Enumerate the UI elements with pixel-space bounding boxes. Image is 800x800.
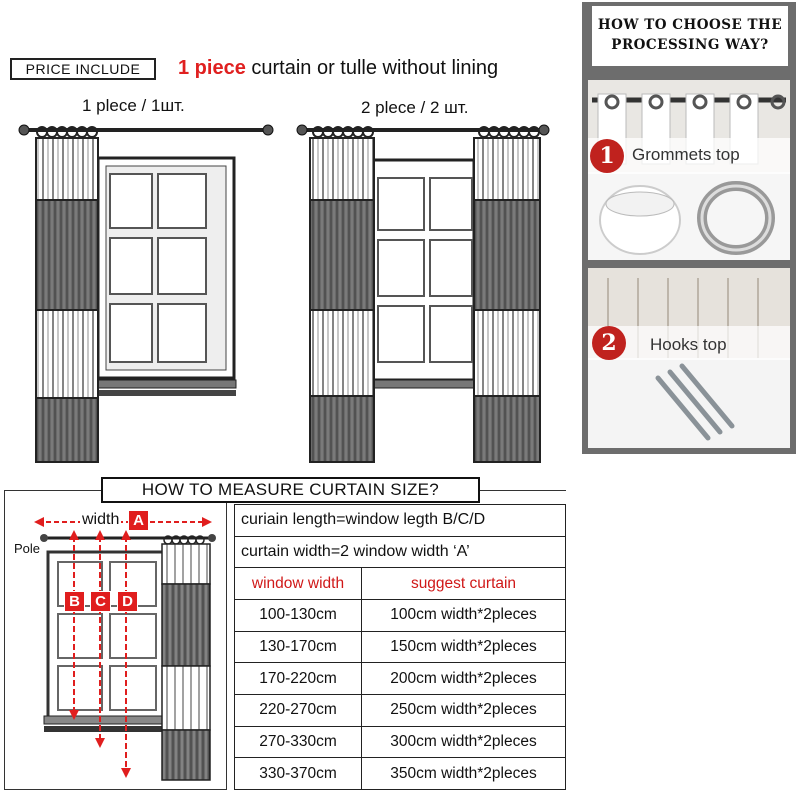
col-window-width: window width [235, 568, 362, 600]
window-cell: 100-130cm [235, 599, 362, 631]
two-piece-caption: 2 plece / 2 шт. [361, 98, 469, 117]
width-badge-a: A [128, 510, 149, 531]
size-table [234, 504, 566, 790]
window-cell: 220-270cm [235, 694, 362, 726]
length-badge-c: C [90, 591, 111, 612]
two-piece-illustration [297, 125, 549, 462]
headline-quantity: 1 piece [178, 57, 246, 79]
one-piece-caption: 1 plece / 1шт. [82, 96, 185, 115]
option-2-number: 2 [592, 326, 626, 360]
window-cell: 330-370cm [235, 758, 362, 790]
suggest-cell: 150cm width*2pleces [362, 631, 566, 663]
table-row [235, 694, 566, 726]
suggest-cell: 100cm width*2pleces [362, 599, 566, 631]
window-cell: 170-220cm [235, 663, 362, 695]
width-label: width [82, 511, 120, 528]
window-cell: 130-170cm [235, 631, 362, 663]
grommets-label: Grommets top [632, 145, 740, 164]
width-rule-row [235, 536, 566, 568]
pole-label: Pole [14, 541, 41, 556]
curtain-illustrations [0, 110, 580, 472]
price-include-label: PRICE INCLUDE [10, 58, 156, 80]
length-badge-b: B [64, 591, 85, 612]
suggest-cell: 200cm width*2pleces [362, 663, 566, 695]
table-header-row [235, 568, 566, 600]
panel-title-line2: PROCESSING WAY? [611, 37, 769, 53]
table-row [235, 599, 566, 631]
suggest-cell: 350cm width*2pleces [362, 758, 566, 790]
table-row [235, 758, 566, 790]
headline [178, 57, 498, 80]
panel-title [592, 6, 788, 66]
measure-title: HOW TO MEASURE CURTAIN SIZE? [101, 477, 480, 503]
window-cell: 270-330cm [235, 726, 362, 758]
option-1-number: 1 [590, 139, 624, 173]
table-row [235, 631, 566, 663]
one-piece-illustration [19, 125, 273, 462]
length-badge-d: D [117, 591, 138, 612]
col-suggest-curtain: suggest curtain [362, 568, 566, 600]
table-row [235, 663, 566, 695]
headline-text: curtain or tulle without lining [245, 57, 499, 79]
hooks-label: Hooks top [650, 335, 727, 354]
panel-title-line1: HOW TO CHOOSE THE [597, 17, 783, 33]
length-rule-row [235, 505, 566, 537]
suggest-cell: 250cm width*2pleces [362, 694, 566, 726]
suggest-cell: 300cm width*2pleces [362, 726, 566, 758]
width-rule: curtain width=2 window width ‘A’ [235, 536, 566, 568]
table-row [235, 726, 566, 758]
length-rule: curiain length=window legth B/C/D [235, 505, 566, 537]
